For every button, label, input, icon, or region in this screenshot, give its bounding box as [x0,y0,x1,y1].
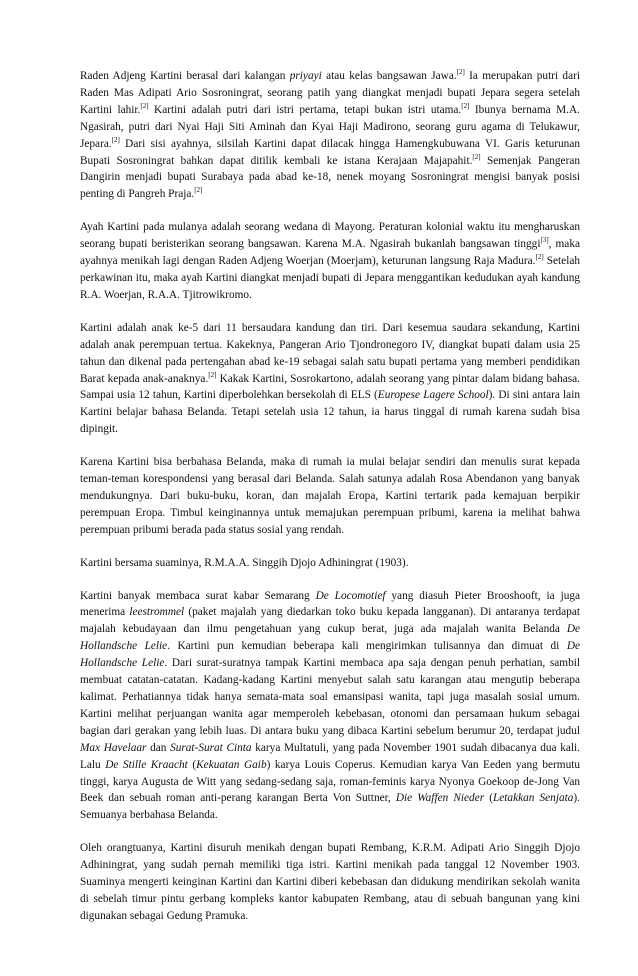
citation-ref: [2] [194,186,203,195]
italic-term: Letakkan Senjata [492,792,574,805]
italic-term: De Stille Kraacht [105,758,188,771]
citation-ref: [2] [140,102,149,111]
citation-ref: [2] [461,102,470,111]
italic-term: De Hollandsche Lelie [80,640,580,670]
paragraph-photo-caption [80,555,580,572]
text-run: yang diasuh Pieter Brooshooft, ia juga menerima [80,589,581,619]
paragraph-ancestry [80,68,580,203]
italic-term: Die Waffen Nieder [395,792,485,805]
text-run: Setelah perkawinan itu, maka ayah Kartini diangkat menjadi bupati di Jepara menggantikan kedudukan ayah kandung R.A. Woerjan, R.A.A. Tjitrowikromo. [80,255,580,301]
citation-ref: [2] [111,135,120,144]
paragraph-marriage [80,840,580,925]
citation-ref: [2] [208,370,217,379]
paragraph-father [80,219,580,304]
text-run: Semenjak Pangeran Dangirin menjadi bupati Surabaya pada abad ke-18, nenek moyang Sosroningrat mengisi banyak posisi penting di Pangreh Praja. [80,154,580,201]
text-run: , maka ayahnya menikah lagi dengan Raden Adjeng Woerjan (Moerjam), keturunan langsung Raja Madura. [80,238,580,268]
italic-term: De Locomotief [315,589,386,602]
text-run: . Dari surat-suratnya tampak Kartini membaca apa saja dengan penuh perhatian, sambil membuat catatan-catatan. Kadang-kadang Kartini menyebut salah satu karangan atau mengutip beberapa kalimat. Perhatiannya tidak hanya semata-mata soal emansipasi wanita, tapi juga masalah sosial umum. Kartini melihat perjuangan wanita agar memperoleh kebebasan, otonomi dan persamaan hukum sebagai bagian dari gerakan yang lebih luas. Di antara buku yang dibaca Kartini sebelum berumur 20, terdapat judul [80,657,581,737]
text-run: (paket majalah yang diedarkan toko buku kepada langganan). Di antaranya terdapat majalah kebudayaan dan ilmu pengetahuan yang cukup berat, juga ada majalah wanita Belanda [80,606,580,636]
italic-term: leestrommel [129,606,185,619]
italic-term: Max Havelaar [80,741,147,754]
text-run: Karena Kartini bisa berbahasa Belanda, maka di rumah ia mulai belajar sendiri dan menulis surat kepada teman-teman korespondensi yang berasal dari Belanda. Salah satunya adalah Rosa Abendanon yang banyak mendukungnya. Dari buku-buku, koran, dan majalah Eropa, Kartini tertarik pada kemajuan berpikir perempuan Eropa. Timbul keinginannya untuk memajukan perempuan pribumi, karena ia melihat bahwa perempuan pribumi berada pada status sosial yang rendah. [80,456,580,536]
text-run: Kartini adalah anak ke-5 dari 11 bersaudara kandung dan tiri. Dari kesemua saudara sekandung, Kartini adalah anak perempuan tertua. Kakeknya, Pangeran Ario Tjondronegoro IV, diangkat bupati dalam usia 25 tahun dan dikenal pada pertengahan abad ke-19 sebagai salah satu bupati pertama yang memberi pendidikan Barat kepada anak-anaknya. [80,321,580,385]
italic-term: Europese Lagere School [377,389,489,402]
text-run: . Kartini pun kemudian beberapa kali mengirimkan tulisannya dan dimuat di [167,640,567,653]
text-run: Raden Adjeng Kartini berasal dari kalangan [80,70,290,82]
italic-term: De Hollandsche Lelie [80,623,580,653]
text-run: Kartini bersama suaminya, R.M.A.A. Singgih Djojo Adhiningrat (1903). [80,556,409,569]
text-run: Ia merupakan putri dari Raden Mas Adipati Ario Sosroningrat, seorang patih yang diangkat menjadi bupati Jepara segera setelah Kartini lahir. [80,70,580,116]
citation-ref: [2] [472,152,481,161]
text-run: Oleh orangtuanya, Kartini disuruh menikah dengan bupati Rembang, K.R.M. Adipati Ario Singgih Djojo Adhiningrat, yang sudah pernah memiliki tiga istri. Kartini menikah pada tanggal 12 November 1903. Suaminya mengerti keinginan Kartini dan Kartini diberi kebebasan dan didukung mendirikan sekolah wanita di sebelah timur pintu gerbang kompleks kantor kabupaten Rembang, atau di sebuah bangunan yang kini digunakan sebagai Gedung Pramuka. [80,842,580,922]
citation-ref: [3] [540,236,549,245]
italic-term: priyayi [289,70,322,82]
text-run: dan [146,741,171,754]
italic-term: Surat-Surat Cinta [170,741,252,754]
text-run: Ibunya bernama M.A. Ngasirah, putri dari Nyai Haji Siti Aminah dan Kyai Haji Madirono, seorang guru agama di Telukawur, Jepara. [80,103,580,150]
text-run: ) karya Louis Coperus. Kemudian karya Van Eeden yang bermutu tinggi, karya Augusta de Witt yang sedang-sedang saja, roman-feminis karya Nyonya Goekoop de-Jong Van Beek dan sebuah roman anti-perang karangan Berta Von Suttner, [80,758,581,805]
text-run: ( [187,758,197,771]
text-run: Kartini adalah putri dari istri pertama, tetapi bukan istri utama. [148,103,462,116]
text-run: ). Semuanya berbahasa Belanda. [80,792,580,822]
text-run: Kakak Kartini, Sosrokartono, adalah seorang yang pintar dalam bidang bahasa. Sampai usia 12 tahun, Kartini diperbolehkan bersekolah di ELS ( [80,372,580,402]
text-run: ( [484,792,493,805]
text-run: atau kelas bangsawan Jawa. [321,70,457,82]
citation-ref: [2] [535,253,544,262]
text-run: Ayah Kartini pada mulanya adalah seorang wedana di Mayong. Peraturan kolonial waktu itu mengharuskan seorang bupati beristerikan seorang bangsawan. Karena M.A. Ngasirah bukanlah bangsawan tinggi [80,221,580,251]
text-run: ). Di sini antara lain Kartini belajar bahasa Belanda. Tetapi setelah usia 12 tahun, ia harus tinggal di rumah karena sudah bisa dipingit. [80,389,580,436]
text-run: Dari sisi ayahnya, silsilah Kartini dapat dilacak hingga Hamengkubuwana VI. Garis keturunan Bupati Sosroningrat bahkan dapat ditilik kembali ke istana Kerajaan Majapahit. [80,137,580,167]
italic-term: Kekuatan Gaib [196,758,267,771]
paragraph-siblings-education [80,320,580,438]
paragraph-correspondence [80,454,580,539]
text-run: karya Multatuli, yang pada November 1901 sudah dibacanya dua kali. Lalu [80,741,580,771]
citation-ref: [2] [456,68,465,77]
text-run: Kartini banyak membaca surat kabar Semarang [80,589,316,602]
paragraph-reading [80,588,580,825]
